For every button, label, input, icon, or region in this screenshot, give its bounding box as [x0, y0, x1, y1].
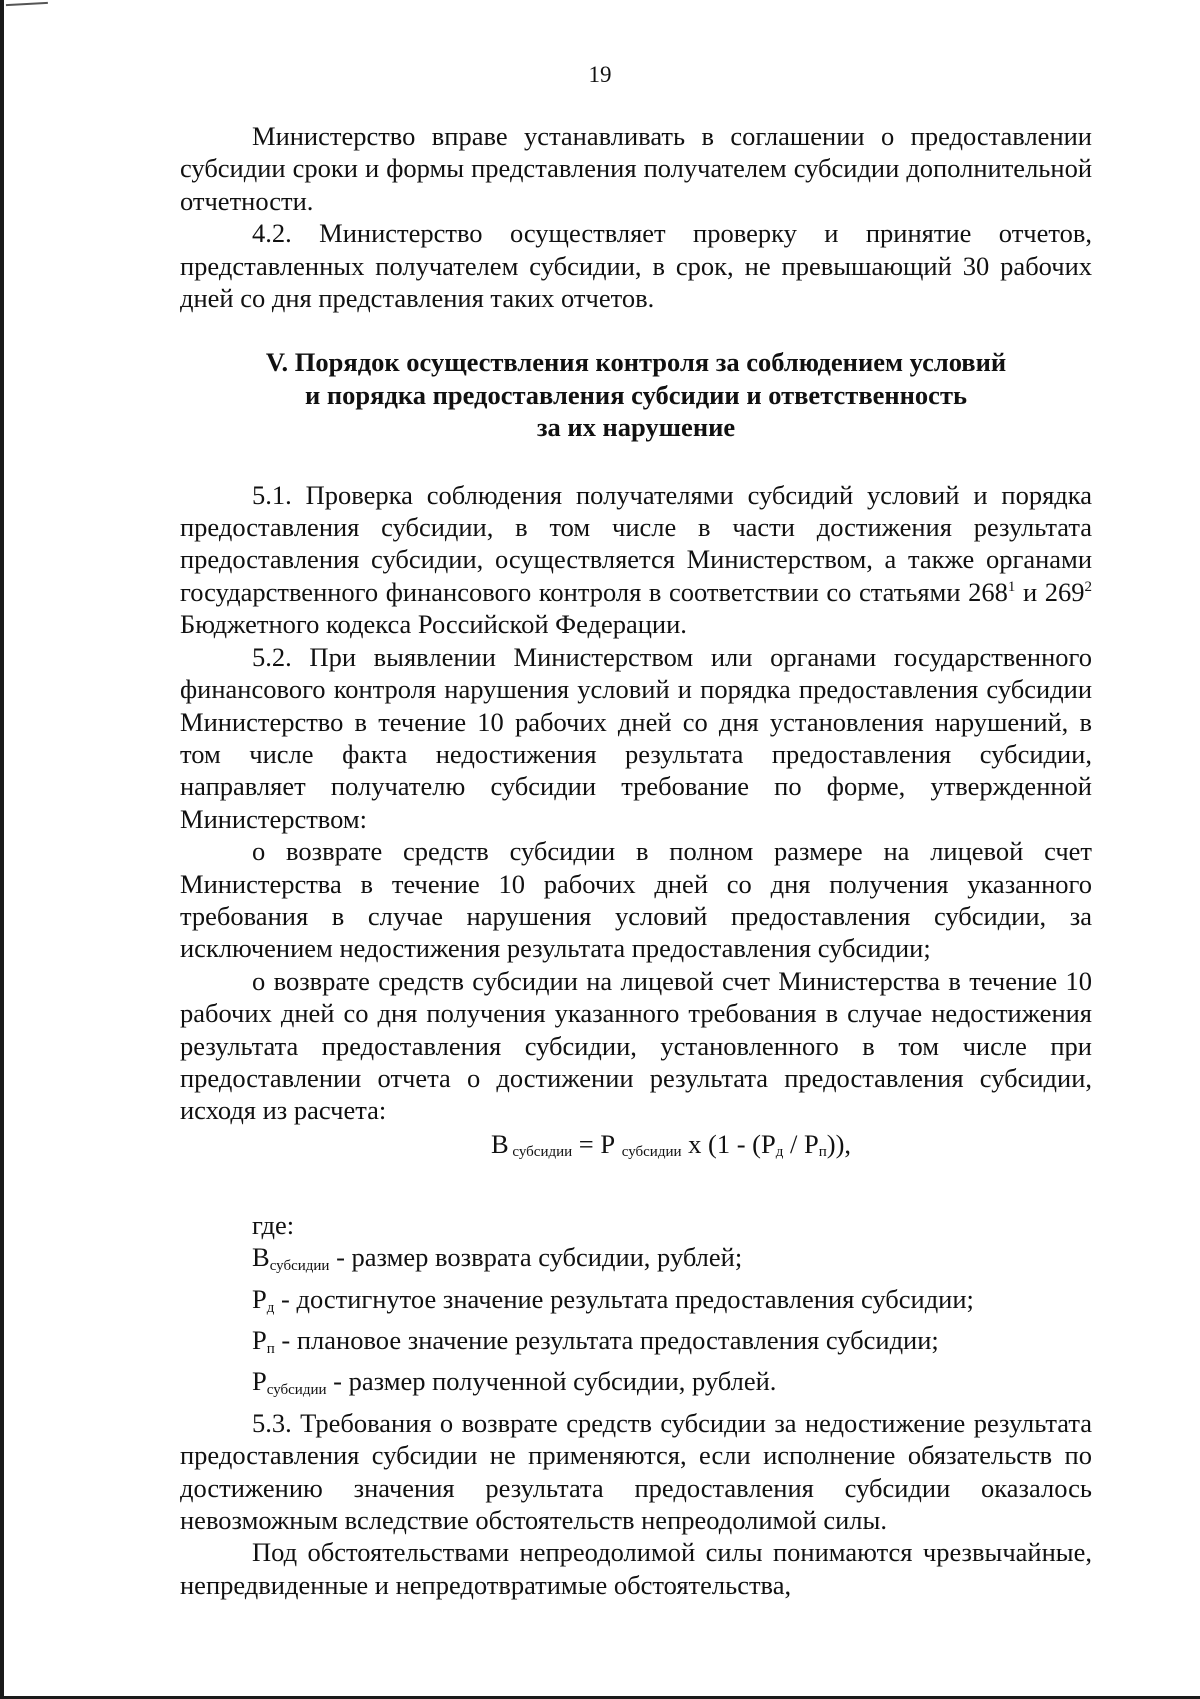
page-number: 19 — [588, 62, 612, 87]
definition-text: - достигнутое значение результата предоставления субсидии; — [274, 1283, 974, 1314]
definition-text: - плановое значение результата предоставления субсидии; — [274, 1325, 939, 1355]
formula-part: = Р — [572, 1128, 622, 1159]
formula-subscript: п — [818, 1143, 827, 1160]
section-heading-line: за их нарушение — [536, 412, 736, 443]
paragraph-5-1-text: Бюджетного кодекса Российской Федерации. — [180, 609, 687, 640]
paragraph-ministry-rights: Министерство вправе устанавливать в соглашении о предоставлении субсидии сроки и формы представления получателем субсидии дополнительной отчетности. — [180, 121, 1092, 216]
paragraph-5-1-text: 5.1. Проверка соблюдения получателями субсидий условий и порядка предоставления субсидии, в том числе в части достижения результата предоставления субсидии, осуществляется Министерством, а также органами государственного финансового контроля в соответствии со статьями 268 — [180, 479, 1092, 607]
paragraph-5-2: 5.2. При выявлении Министерством или органами государственного финансового контроля нарушения условий и порядка предоставления субсидии Министерство в течение 10 рабочих дней со дня установления нарушений, в том числе факта недостижения результата предоставления субсидии, направляет получателю субсидии требование по форме, утвержденной Министерством: — [180, 641, 1092, 834]
definition-symbol: Р — [252, 1325, 267, 1355]
definition-text: - размер возврата субсидии, рублей; — [329, 1242, 743, 1273]
paragraph-5-3: 5.3. Требования о возврате средств субсидии за недостижение результата предоставления субсидии не применяются, если исполнение обязательств по достижению значения результата предоставления субсидии оказалось невозможным вследствие обстоятельств непреодолимой силы. — [180, 1407, 1092, 1536]
paragraph-force-majeure: Под обстоятельствами непреодолимой силы понимаются чрезвычайные, непредвиденные и непредотвратимые обстоятельства, — [180, 1537, 1092, 1600]
paragraph-5-1-text: и 269 — [1015, 576, 1085, 607]
definition-symbol: Р — [252, 1366, 267, 1397]
formula-part: )), — [826, 1128, 852, 1159]
section-heading — [180, 346, 1092, 443]
formula-subscript: субсидии — [512, 1143, 573, 1160]
paragraph-5-2-item: о возврате средств субсидии на лицевой счет Министерства в течение 10 рабочих дней со дня получения указанного требования в случае недостижения результата предоставления субсидии, установленного в том числе при предоставлении отчета о достижении результата предоставления субсидии, исходя из расчета: — [180, 965, 1092, 1126]
scan-edge-left — [0, 0, 4, 1699]
scan-mark — [6, 2, 48, 10]
definition-item — [180, 1283, 1092, 1324]
definition-text: - размер полученной субсидии, рублей. — [326, 1366, 777, 1397]
definition-subscript: д — [266, 1299, 275, 1316]
definition-item — [180, 1324, 1092, 1365]
paragraph-5-1 — [180, 479, 1092, 641]
where-label: где: — [252, 1209, 295, 1240]
document-body — [180, 120, 1092, 1601]
superscript: 1 — [1007, 578, 1016, 595]
definition-subscript: субсидии — [266, 1382, 327, 1399]
formula-symbol: В — [490, 1128, 509, 1159]
paragraph-5-2-item: о возврате средств субсидии в полном размере на лицевой счет Министерства в течение 10 рабочих дней со дня получения указанного требования в случае нарушения условий предоставления субсидии, за исключением недостижения результата предоставления субсидии; — [180, 836, 1092, 964]
definition-item — [180, 1365, 1092, 1406]
section-heading-line: и порядка предоставления субсидии и ответственность — [305, 379, 967, 410]
section-heading-line: V. Порядок осуществления контроля за соблюдением условий — [265, 347, 1007, 378]
definition-subscript: субсидии — [269, 1258, 330, 1275]
formula — [180, 1127, 1092, 1169]
definition-subscript: п — [266, 1341, 275, 1357]
definition-symbol: Р — [252, 1283, 267, 1314]
formula-part: / Р — [783, 1128, 819, 1159]
formula-subscript: д — [775, 1143, 784, 1160]
definition-item — [180, 1241, 1092, 1282]
superscript: 2 — [1084, 578, 1092, 595]
paragraph-4-2: 4.2. Министерство осуществляет проверку и принятие отчетов, представленных получателем субсидии, в срок, не превышающий 30 рабочих дней со дня представления таких отчетов. — [180, 218, 1092, 314]
formula-subscript: субсидии — [621, 1143, 682, 1160]
definition-symbol: В — [252, 1242, 270, 1273]
formula-part: х (1 - (Р — [681, 1128, 776, 1159]
